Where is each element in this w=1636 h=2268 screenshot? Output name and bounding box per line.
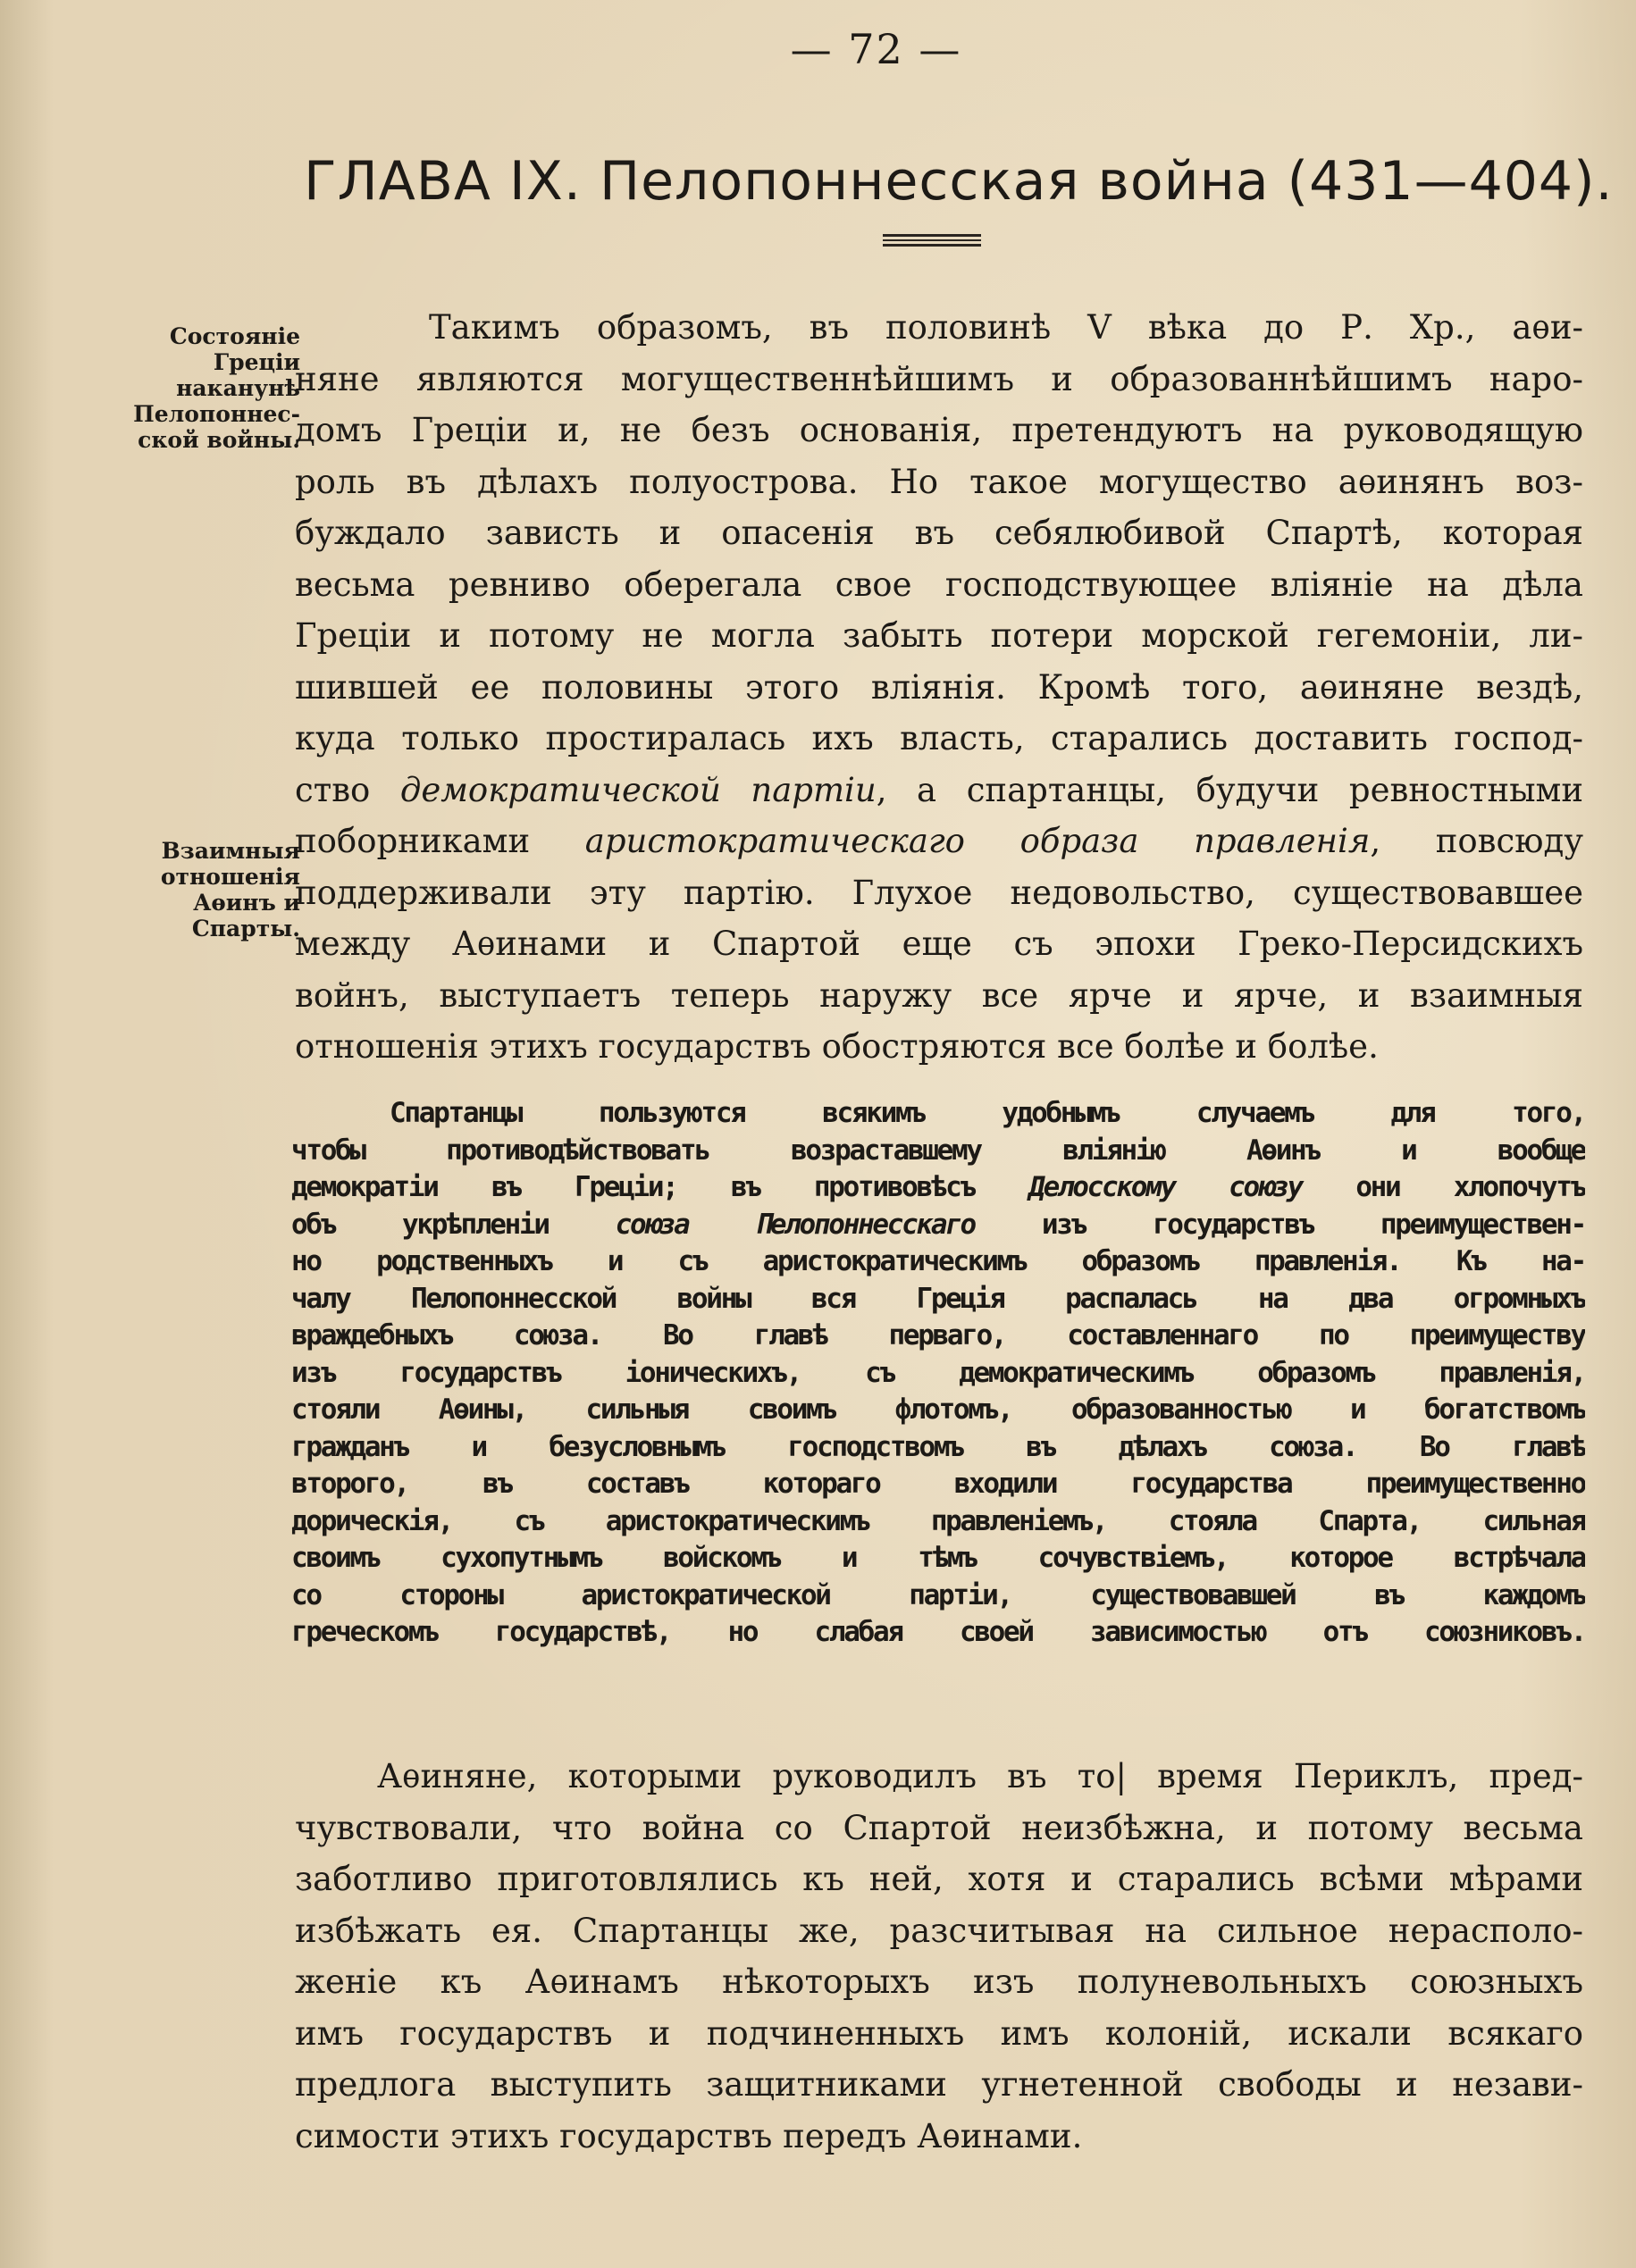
text-line <box>291 1207 1585 1244</box>
page-number: — 72 — <box>790 25 962 73</box>
paragraph-1 <box>295 302 1583 1073</box>
text-line: шившей ее половины этого вліянія. Кромѣ того, аѳиняне вездѣ, <box>295 667 1583 707</box>
title-double-rule <box>883 234 981 247</box>
text-line <box>291 1169 1585 1207</box>
text-line: имъ государствъ и подчиненныхъ имъ колоній, искали всякаго <box>295 2013 1583 2053</box>
text-run: , повсюду <box>1370 822 1583 860</box>
text-run: демократіи въ Греціи; въ противовѣсъ <box>291 1171 1029 1203</box>
paragraph-2-small-print <box>291 1095 1585 1652</box>
italic-term-democratic-party: демократической партіи <box>399 770 877 809</box>
text-line: своимъ сухопутнымъ войскомъ и тѣмъ сочувствіемъ, которое встрѣчала <box>291 1542 1585 1574</box>
text-line: Греціи и потому не могла забыть потери морской гегемоніи, ли- <box>295 616 1583 655</box>
text-run: , а спартанцы, будучи ревностными <box>876 770 1583 809</box>
text-line: стояли Аѳины, сильныя своимъ флотомъ, образованностью и богатствомъ <box>291 1393 1585 1426</box>
margin-note-line: Спарты. <box>191 916 300 942</box>
margin-note-line: ской войны. <box>138 427 300 453</box>
text-run: ство <box>295 770 400 809</box>
text-line: войнъ, выступаетъ теперь наружу все ярче и ярче, и взаимныя <box>295 975 1583 1015</box>
text-line: симости этихъ государствъ передъ Аѳинами. <box>295 2116 1083 2155</box>
text-line: Такимъ образомъ, въ половинѣ V вѣка до Р. Хр., аѳи- <box>429 308 1583 347</box>
margin-note-line: Взаимныя <box>161 838 300 864</box>
italic-term-delian-league: Делосскому союзу <box>1028 1171 1302 1203</box>
text-line: враждебныхъ союза. Во главѣ перваго, составленнаго по преимуществу <box>291 1319 1585 1352</box>
text-run: изъ государствъ преимуществен- <box>974 1208 1585 1241</box>
text-line: женіе къ Аѳинамъ нѣкоторыхъ изъ полуневольныхъ союзныхъ <box>295 1963 1583 2001</box>
text-line: няне являются могущественнѣйшимъ и образованнѣйшимъ наро- <box>295 359 1583 398</box>
margin-note-line: Греціи <box>213 349 300 375</box>
margin-note-state-of-greece <box>86 323 300 453</box>
text-line: роль въ дѣлахъ полуострова. Но такое могущество аѳинянъ воз- <box>295 462 1583 501</box>
chapter-title: ГЛАВА IX. Пелопоннесская война (431—404). <box>304 150 1614 213</box>
text-line: дорическія, съ аристократическимъ правленіемъ, стояла Спарта, сильная <box>291 1504 1585 1537</box>
text-line: заботливо приготовлялись къ ней, хотя и старались всѣми мѣрами <box>295 1860 1583 1898</box>
text-line: изъ государствъ іоническихъ, съ демократическимъ образомъ правленія, <box>291 1356 1585 1389</box>
text-line: весьма ревниво оберегала свое господствующее вліяніе на дѣла <box>295 565 1583 604</box>
text-line: но родственныхъ и съ аристократическимъ образомъ правленія. Къ на- <box>291 1245 1585 1277</box>
text-line: гражданъ и безусловнымъ господствомъ въ дѣлахъ союза. Во главѣ <box>291 1430 1585 1463</box>
text-line: домъ Греціи и, не безъ основанія, претендуютъ на руководящую <box>295 411 1583 449</box>
text-line: избѣжать ея. Спартанцы же, разсчитывая на сильное нерасполо- <box>295 1911 1583 1950</box>
text-line: чувствовали, что война со Спартой неизбѣжна, и потому весьма <box>295 1808 1583 1847</box>
text-run: объ укрѣпленіи <box>291 1208 616 1241</box>
text-line: отношенія этихъ государствъ обостряются все болѣе и болѣе. <box>295 1027 1379 1066</box>
text-line: между Аѳинами и Спартой еще съ эпохи Греко-Персидскихъ <box>295 925 1583 963</box>
text-line: греческомъ государствѣ, но слабая своей зависимостью отъ союзниковъ. <box>291 1616 1585 1648</box>
italic-term-peloponnesian-league: союза Пелопоннесскаго <box>615 1208 975 1241</box>
text-line: поддерживали эту партію. Глухое недовольство, существовавшее <box>295 873 1583 912</box>
margin-note-mutual-relations <box>86 838 300 942</box>
margin-note-line: Аѳинъ и <box>193 890 300 916</box>
margin-note-line: Пелопоннес- <box>133 401 300 427</box>
text-line <box>295 765 1583 816</box>
text-line: Спартанцы пользуются всякимъ удобнымъ случаемъ для того, <box>390 1097 1585 1129</box>
margin-note-line: отношенія <box>160 864 300 890</box>
paragraph-3 <box>295 1751 1583 2162</box>
text-run: они хлопочутъ <box>1302 1171 1585 1203</box>
text-line: Аѳиняне, которыми руководилъ въ то| время Периклъ, пред- <box>377 1757 1583 1795</box>
text-run: поборниками <box>295 822 585 860</box>
text-line <box>295 816 1583 867</box>
text-line: чтобы противодѣйствовать возраставшему вліянію Аѳинъ и вообще <box>291 1134 1585 1167</box>
text-line: чалу Пелопоннесской войны вся Греція распалась на два огромныхъ <box>291 1282 1585 1315</box>
margin-note-line: наканунѣ <box>176 375 300 401</box>
text-line: второго, въ составъ котораго входили государства преимущественно <box>291 1468 1585 1500</box>
text-line: буждало зависть и опасенія въ себялюбивой Спартѣ, которая <box>295 514 1583 552</box>
text-line: предлога выступить защитниками угнетенной свободы и незави- <box>295 2065 1583 2104</box>
italic-term-aristocratic-government: аристократическаго образа правленія <box>584 822 1371 860</box>
text-line: куда только простиралась ихъ власть, старались доставить господ- <box>295 719 1583 757</box>
text-line: со стороны аристократической партіи, существовавшей въ каждомъ <box>291 1578 1585 1611</box>
margin-note-line: Состояніе <box>169 323 300 349</box>
